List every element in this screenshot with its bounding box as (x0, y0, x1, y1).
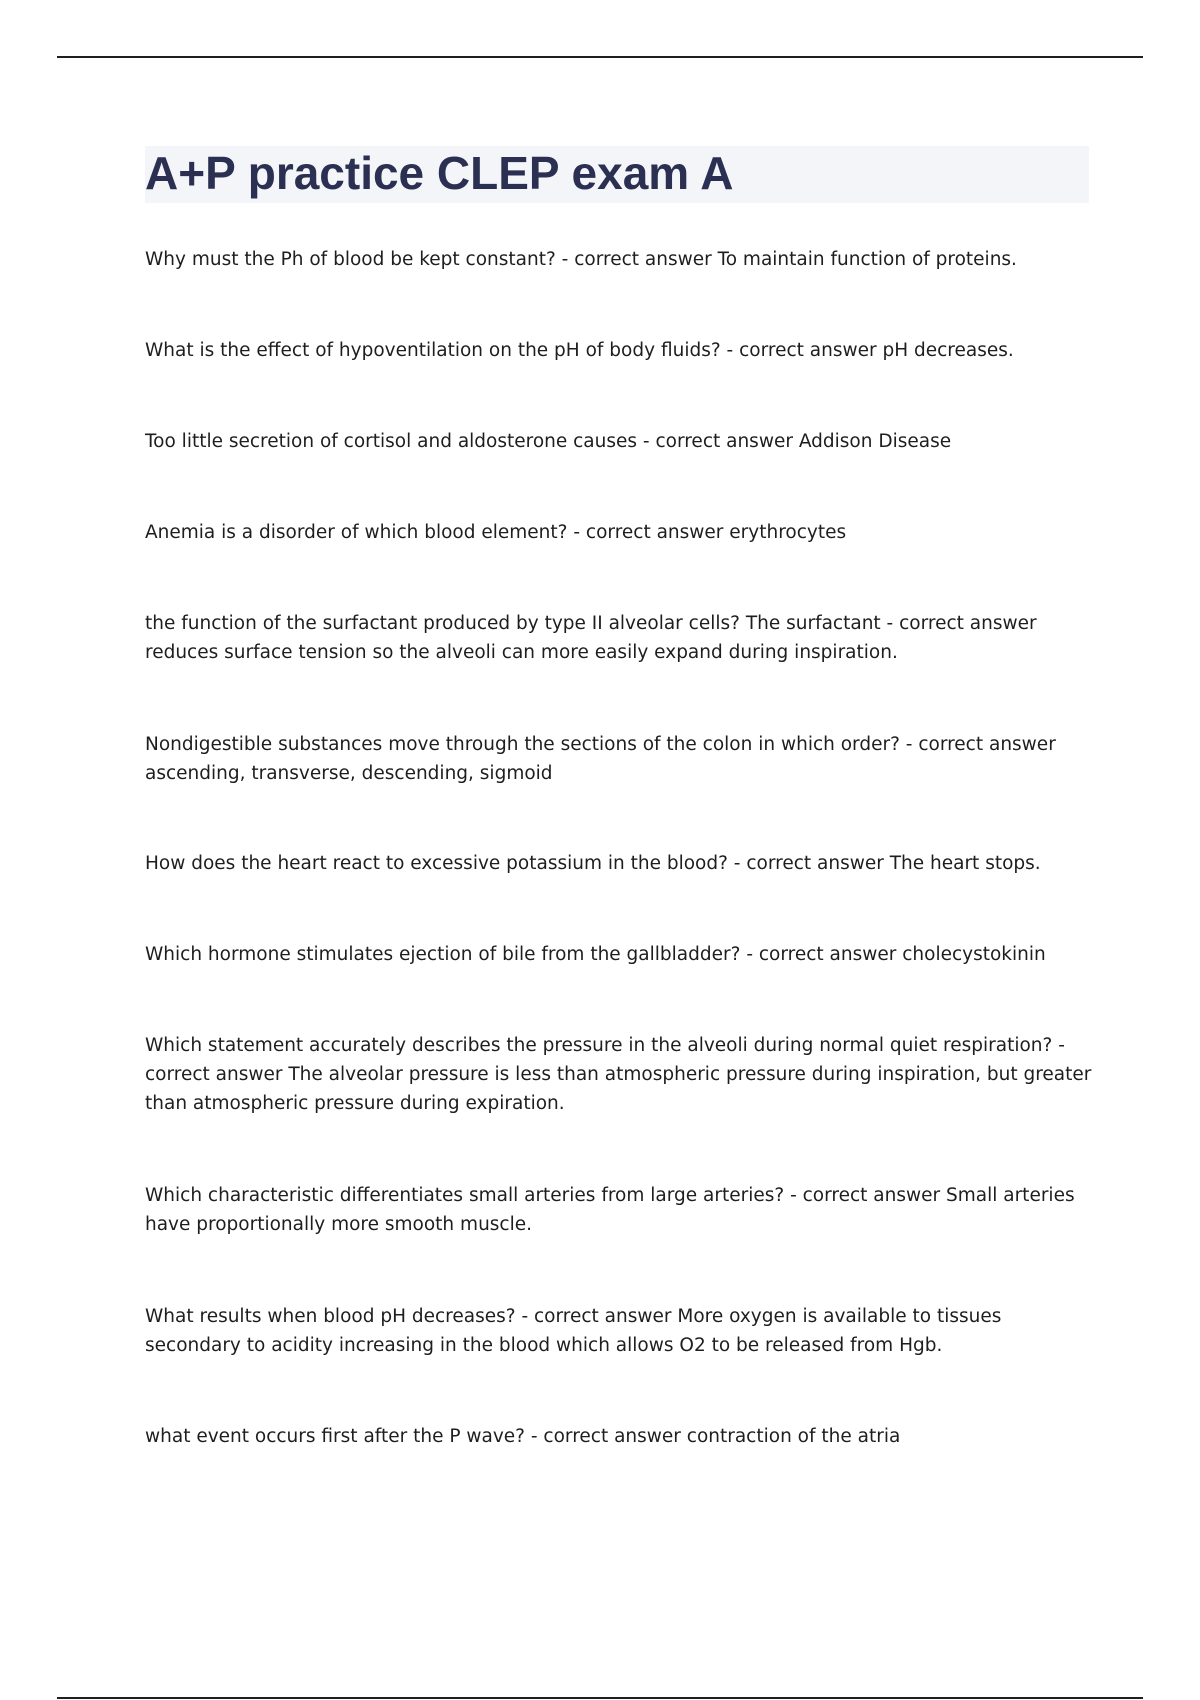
page-title: A+P practice CLEP exam A (145, 147, 734, 199)
bottom-divider (57, 1697, 1143, 1699)
top-divider (57, 56, 1143, 58)
qa-item: Which hormone stimulates ejection of bile from the gallbladder? - correct answer cholecystokinin (145, 944, 1046, 965)
qa-item: Which statement accurately describes the pressure in the alveoli during normal quiet respiration? - correct answer The alveolar pressure is less than atmospheric pressure during inspiration, but greater than atmospheric pressure during expiration. (145, 1035, 1092, 1114)
qa-item: Which characteristic differentiates small arteries from large arteries? - correct answer Small arteries have proportionally more smooth muscle. (145, 1185, 1075, 1235)
qa-item: Why must the Ph of blood be kept constant? - correct answer To maintain function of proteins. (145, 249, 1017, 270)
qa-item: Nondigestible substances move through the sections of the colon in which order? - correct answer ascending, transverse, descending, sigmoid (145, 734, 1056, 784)
qa-item: How does the heart react to excessive potassium in the blood? - correct answer The heart stops. (145, 853, 1041, 874)
qa-item: Too little secretion of cortisol and aldosterone causes - correct answer Addison Disease (145, 431, 952, 452)
qa-item: what event occurs first after the P wave? - correct answer contraction of the atria (145, 1426, 901, 1447)
qa-item: the function of the surfactant produced by type II alveolar cells? The surfactant - correct answer reduces surface tension so the alveoli can more easily expand during inspiration. (145, 613, 1037, 663)
qa-item: What is the effect of hypoventilation on the pH of body fluids? - correct answer pH decreases. (145, 340, 1014, 361)
qa-item: Anemia is a disorder of which blood element? - correct answer erythrocytes (145, 522, 847, 543)
qa-item: What results when blood pH decreases? - correct answer More oxygen is available to tissues secondary to acidity increasing in the blood which allows O2 to be released from Hgb. (145, 1306, 1002, 1356)
